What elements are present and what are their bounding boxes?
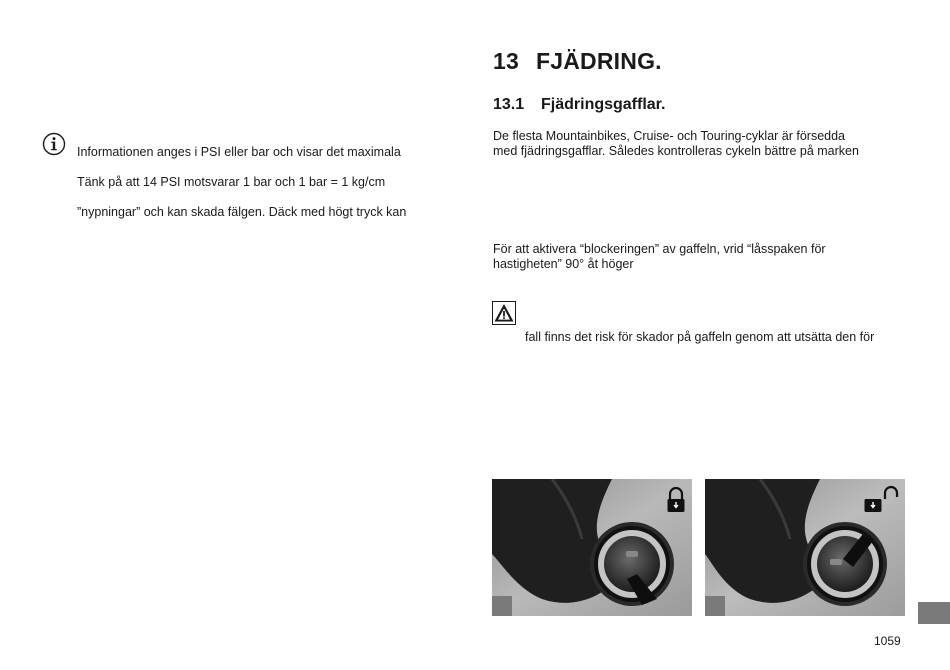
section-tab-marker <box>918 602 950 624</box>
warning-text: fall finns det risk för skador på gaffeln genom att utsätta den för <box>525 330 875 344</box>
intro-line-1: De flesta Mountainbikes, Cruise- och Touring-cyklar är försedda <box>493 129 846 143</box>
info-icon <box>42 132 66 156</box>
page-number: 1059 <box>874 634 901 648</box>
intro-line-2: med fjädringsgafflar. Således kontrolleras cykeln bättre på marken <box>493 144 859 158</box>
lockout-line-2: hastigheten” 90° åt höger <box>493 257 634 271</box>
info-line-1: Informationen anges i PSI eller bar och visar det maximala <box>77 145 401 159</box>
chapter-heading <box>493 48 662 75</box>
chapter-title: FJÄDRING. <box>536 48 662 74</box>
fork-lockout-photo-unlocked <box>705 479 905 616</box>
section-number: 13.1 <box>493 96 525 113</box>
section-heading <box>493 96 665 114</box>
section-title: Fjädringsgafflar. <box>541 96 666 113</box>
padlock-locked-icon <box>666 487 686 513</box>
info-line-3: ”nypningar” och kan skada fälgen. Däck med högt tryck kan <box>77 205 407 219</box>
fork-lockout-photo-locked <box>492 479 692 616</box>
warning-triangle-icon <box>492 301 516 325</box>
padlock-unlocked-icon <box>863 485 899 513</box>
chapter-number: 13 <box>493 48 519 74</box>
info-line-2: Tänk på att 14 PSI motsvarar 1 bar och 1 bar = 1 kg/cm <box>77 175 386 189</box>
lockout-line-1: För att aktivera “blockeringen” av gaffeln, vrid “låsspaken för <box>493 242 826 256</box>
